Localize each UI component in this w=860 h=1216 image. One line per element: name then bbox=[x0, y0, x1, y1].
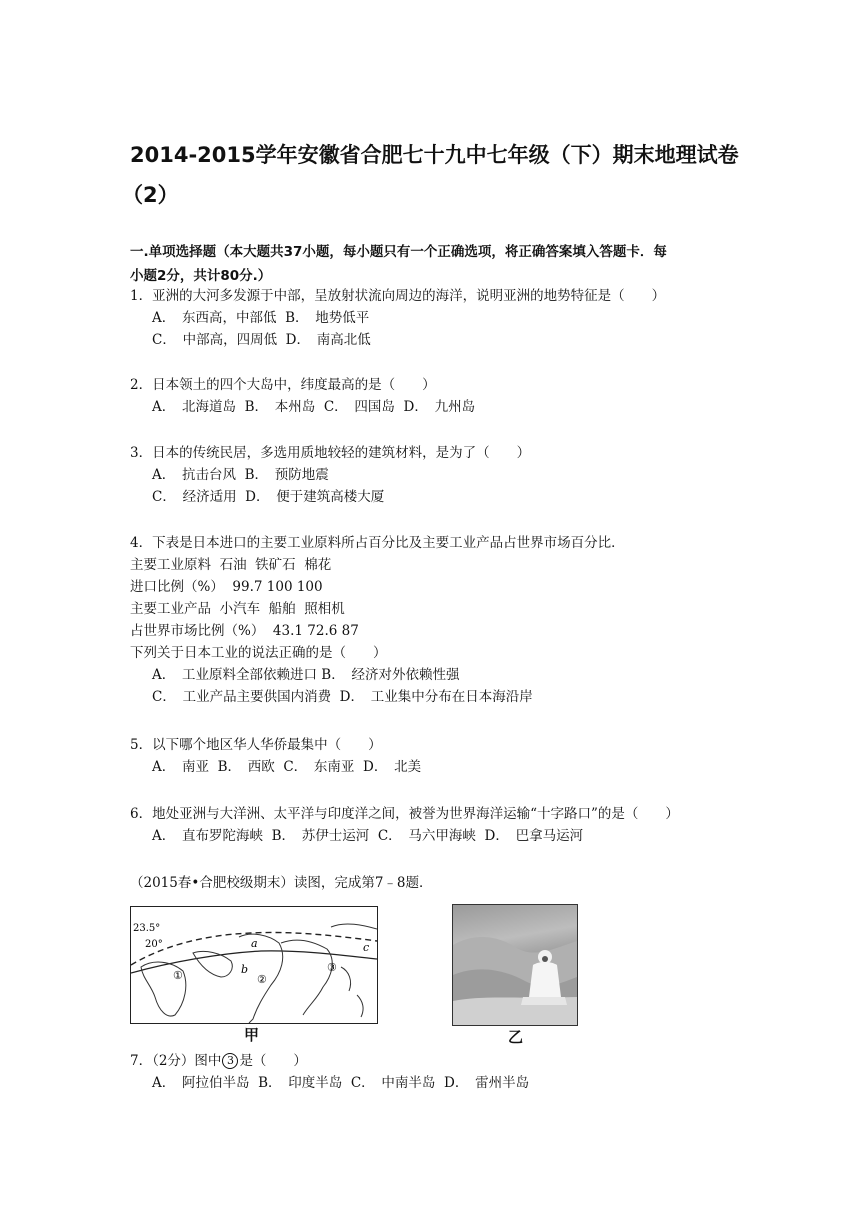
question-6-stem: 6．地处亚洲与大洋洲、太平洋与印度洋之间，被誉为世界海洋运输“十字路口”的是（ ） bbox=[130, 806, 679, 822]
question-4-options-row-2: C． 工业产品主要供国内消费 D． 工业集中分布在日本海沿岸 bbox=[152, 689, 533, 705]
map-label-3: ③ bbox=[327, 961, 337, 974]
question-7 bbox=[130, 1050, 750, 1094]
circled-number: 3 bbox=[222, 1053, 238, 1069]
figures bbox=[130, 904, 590, 1044]
question-3-options-row-1: A． 抗击台风 B． 预防地震 bbox=[152, 467, 329, 483]
question-4-table-row-1: 主要工业原料 石油 铁矿石 棉花 bbox=[130, 557, 332, 573]
question-3-stem: 3．日本的传统民居，多选用质地较轻的建筑材料，是为了（ ） bbox=[130, 445, 531, 461]
desert-photo-drawing bbox=[453, 905, 577, 1025]
question-1-options-row-1: A． 东西高，中部低 B． 地势低平 bbox=[152, 310, 370, 326]
map-label-lat-23-5: 23.5° bbox=[133, 923, 161, 934]
question-3-options-row-2: C． 经济适用 D． 便于建筑高楼大厦 bbox=[152, 489, 385, 505]
section-heading bbox=[130, 240, 730, 288]
asia-map-drawing bbox=[131, 907, 377, 1023]
question-5 bbox=[130, 734, 750, 778]
photo-caption: 乙 bbox=[508, 1028, 524, 1046]
question-2-options-row-1: A． 北海道岛 B． 本州岛 C． 四国岛 D． 九州岛 bbox=[152, 399, 476, 415]
question-4-table-row-4: 占世界市场比例（%） 43.1 72.6 87 bbox=[130, 623, 359, 639]
map-label-a: a bbox=[251, 937, 258, 950]
question-7-stem bbox=[130, 1050, 750, 1072]
map-label-b: b bbox=[241, 963, 249, 976]
title-line-2: （2） bbox=[122, 182, 179, 207]
question-7-options-row-1: A． 阿拉伯半岛 B． 印度半岛 C． 中南半岛 D． 雷州半岛 bbox=[152, 1075, 530, 1091]
title-line-1: 2014-2015学年安徽省合肥七十九中七年级（下）期末地理试卷 bbox=[130, 143, 739, 167]
question-4-ask: 下列关于日本工业的说法正确的是（ ） bbox=[130, 645, 387, 661]
question-1-options-row-2: C． 中部高，四周低 D． 南高北低 bbox=[152, 332, 371, 348]
question-5-options-row-1: A． 南亚 B． 西欧 C． 东南亚 D． 北美 bbox=[152, 759, 422, 775]
map-label-1: ① bbox=[173, 969, 183, 982]
asia-map-figure bbox=[130, 906, 378, 1024]
question-4-options-row-1: A． 工业原料全部依赖进口 B． 经济对外依赖性强 bbox=[152, 667, 460, 683]
question-4-table-row-3: 主要工业产品 小汽车 船舶 照相机 bbox=[130, 601, 345, 617]
map-caption: 甲 bbox=[244, 1026, 260, 1044]
section-heading-line-1: 一.单项选择题（本大题共37小题，每小题只有一个正确选项，将正确答案填入答题卡．每 bbox=[130, 244, 667, 260]
question-6-options-row-1: A． 直布罗陀海峡 B． 苏伊士运河 C． 马六甲海峡 D． 巴拿马运河 bbox=[152, 828, 584, 844]
section-heading-line-2: 小题2分，共计80分.） bbox=[130, 268, 272, 284]
map-label-lat-20: 20° bbox=[145, 939, 163, 950]
question-1-stem: 1．亚洲的大河多发源于中部，呈放射状流向周边的海洋，说明亚洲的地势特征是（ ） bbox=[130, 288, 666, 304]
desert-photo-figure bbox=[452, 904, 578, 1026]
question-4-stem: 4．下表是日本进口的主要工业原料所占百分比及主要工业产品占世界市场百分比． bbox=[130, 535, 625, 551]
question-2 bbox=[130, 374, 750, 418]
question-6 bbox=[130, 803, 750, 847]
question-1 bbox=[130, 285, 750, 351]
question-5-stem: 5．以下哪个地区华人华侨最集中（ ） bbox=[130, 737, 382, 753]
page-title bbox=[122, 136, 750, 216]
question-4 bbox=[130, 532, 750, 708]
intro-7-8: （2015春•合肥校级期末）读图，完成第7﹣8题． bbox=[130, 875, 433, 891]
question-3 bbox=[130, 442, 750, 508]
map-label-2: ② bbox=[257, 973, 267, 986]
question-4-table-row-2: 进口比例（%） 99.7 100 100 bbox=[130, 579, 323, 595]
question-2-stem: 2．日本领土的四个大岛中，纬度最高的是（ ） bbox=[130, 377, 436, 393]
question-7-stem-prefix: 7．（2分）图中 bbox=[130, 1053, 222, 1069]
question-7-stem-suffix: 是（ ） bbox=[239, 1053, 307, 1069]
map-label-c: c bbox=[363, 941, 370, 954]
